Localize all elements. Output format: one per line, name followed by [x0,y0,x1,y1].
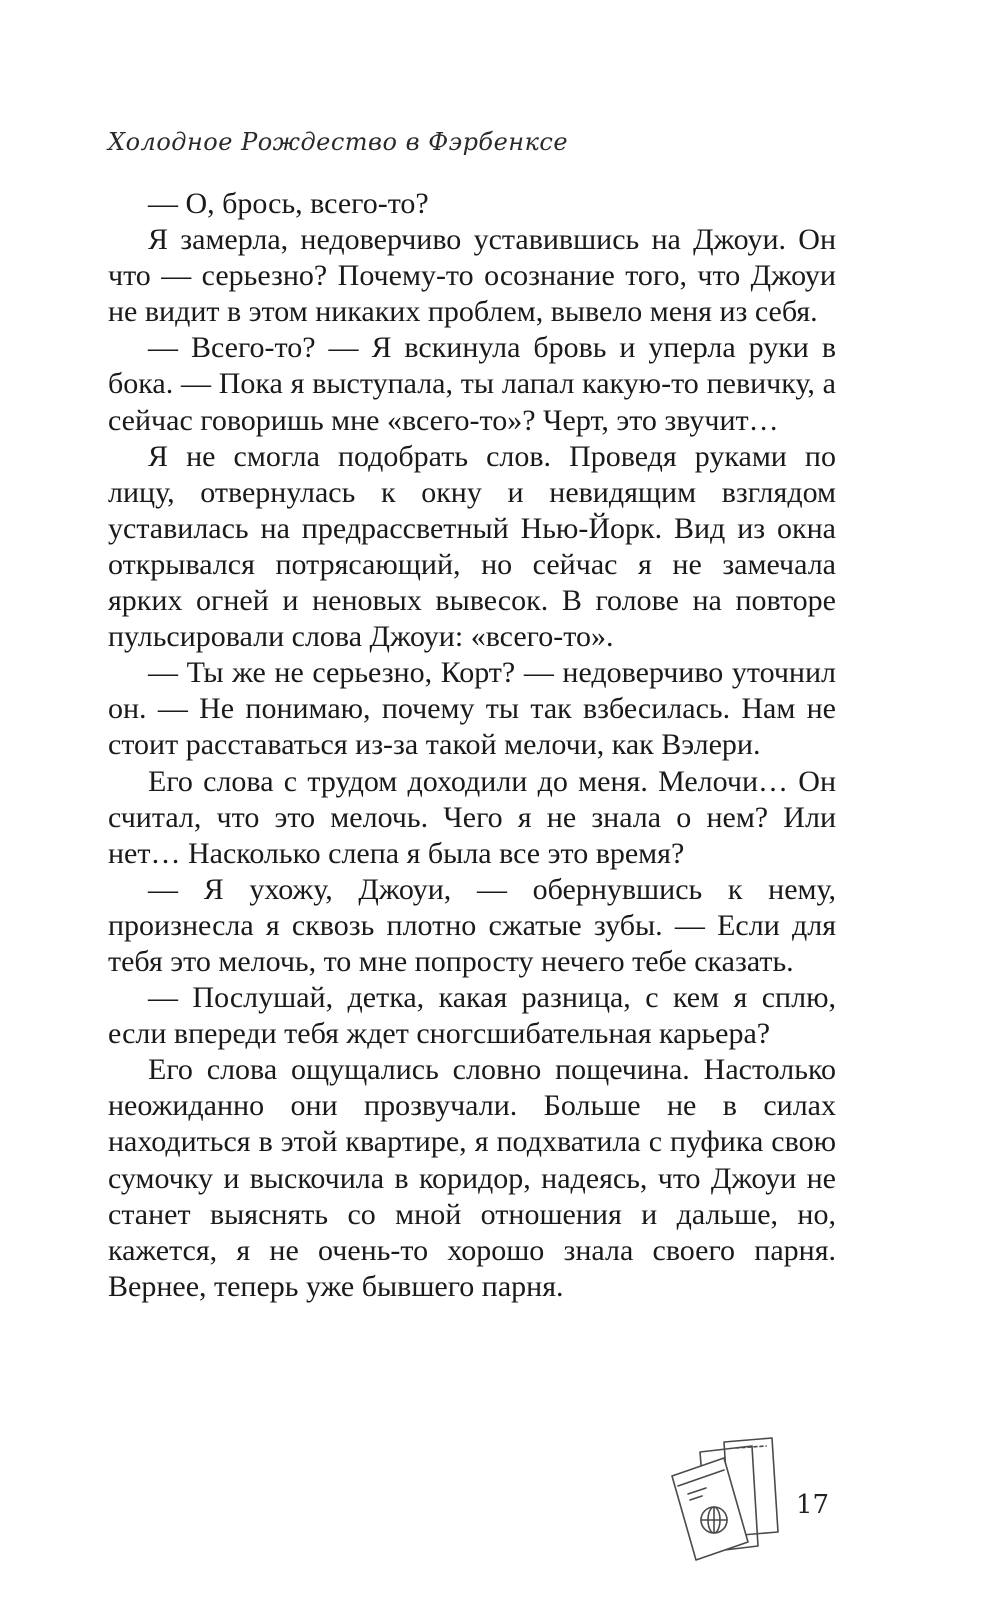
passport-tickets-icon [666,1436,786,1562]
running-head: Холодное Рождество в Фэрбенксе [108,128,569,156]
paragraph: Его слова с трудом доходили до меня. Мелочи… Он считал, что это мелочь. Чего я не знала о нем? Или нет… Насколько слепа я была все это время? [108,764,836,870]
page-number: 17 [796,1490,830,1520]
paragraph: Его слова ощущались словно пощечина. Настолько неожиданно они прозвучали. Больше не в силах находиться в этой квартире, я подхватила с пуфика свою сумочку и выскочила в коридор, надеясь, что Джоуи не станет выяснять со мной отношения и дальше, но, кажется, я не очень-то хорошо знала своего парня. Вернее, теперь уже бывшего парня. [108,1053,836,1303]
paragraph: Я не смогла подобрать слов. Проведя руками по лицу, отвернулась к окну и невидящим взглядом уставилась на предрассветный Нью-Йорк. Вид из окна открывался потрясающий, но сейчас я не замечала ярких огней и неновых вывесок. В голове на повторе пульсировали слова Джоуи: «всего-то». [108,439,836,654]
paragraph: — Ты же не серьезно, Корт? — недоверчиво уточнил он. — Не понимаю, почему ты так взбесилась. Нам не стоит расставаться из-за такой мелочи, как Вэлери. [108,656,836,762]
paragraph: — Всего-то? — Я вскинула бровь и уперла руки в бока. — Пока я выступала, ты лапал какую-то певичку, а сейчас говоришь мне «всего-то»? Черт, это звучит… [108,331,836,437]
paragraph: — О, брось, всего-то? [148,187,429,220]
paragraph: — Послушай, детка, какая разница, с кем я сплю, если впереди тебя ждет сногсшибательная карьера? [108,981,836,1051]
paragraph: — Я ухожу, Джоуи, — обернувшись к нему, произнесла я сквозь плотно сжатые зубы. — Если для тебя это мелочь, то мне попросту нечего тебе сказать. [108,872,836,978]
body-text [108,186,836,1305]
paragraph: Я замерла, недоверчиво уставившись на Джоуи. Он что — серьезно? Почему-то осознание того, что Джоуи не видит в этом никаких проблем, вывело меня из себя. [108,223,836,329]
